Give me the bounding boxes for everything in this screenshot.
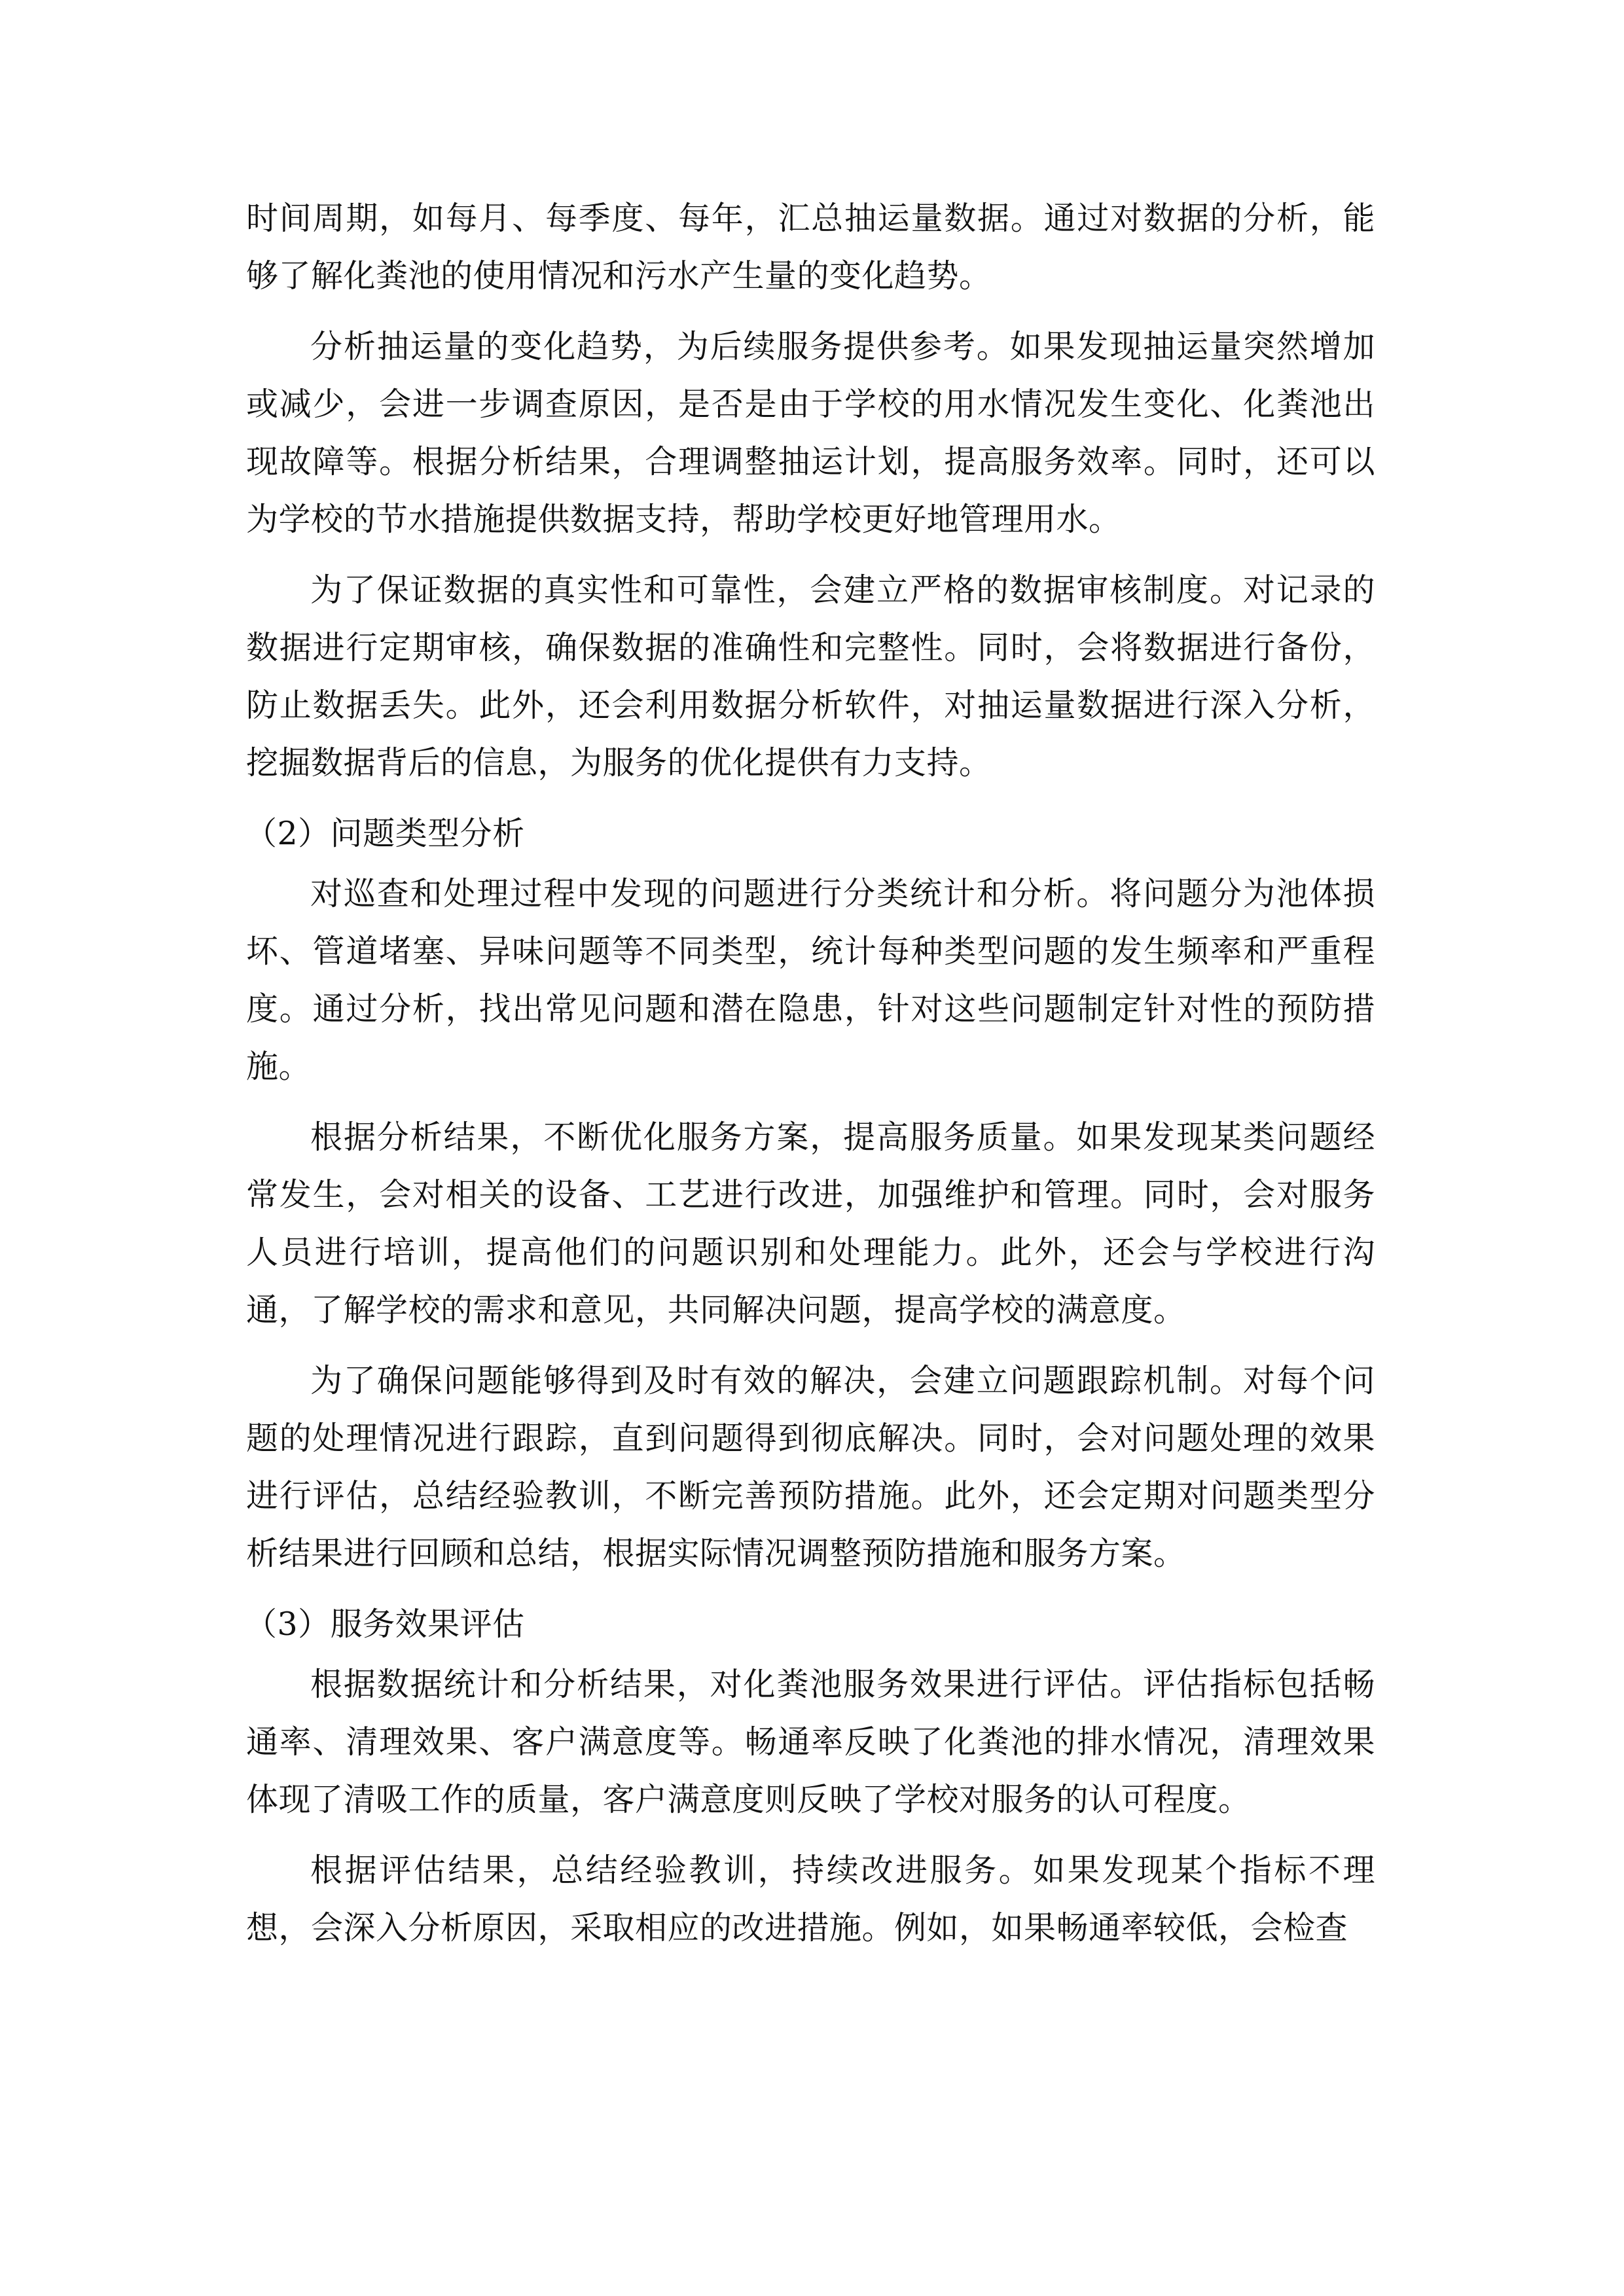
paragraph-volume-trend: 分析抽运量的变化趋势，为后续服务提供参考。如果发现抽运量突然增加或减少，会进一步调查原因，是否是由于学校的用水情况发生变化、化粪池出现故障等。根据分析结果，合理调整抽运计划，提高服务效率。同时，还可以为学校的节水措施提供数据支持，帮助学校更好地管理用水。 bbox=[246, 328, 1375, 538]
paragraph-data-summary-continued: 时间周期，如每月、每季度、每年，汇总抽运量数据。通过对数据的分析，能够了解化粪池的使用情况和污水产生量的变化趋势。 bbox=[246, 200, 1375, 295]
section-heading-problem-types: （2）问题类型分析 bbox=[245, 815, 525, 852]
paragraph-problem-tracking: 为了确保问题能够得到及时有效的解决，会建立问题跟踪机制。对每个问题的处理情况进行跟踪，直到问题得到彻底解决。同时，会对问题处理的效果进行评估，总结经验教训，不断完善预防措施。此外，还会定期对问题类型分析结果进行回顾和总结，根据实际情况调整预防措施和服务方案。 bbox=[246, 1362, 1375, 1572]
paragraph-evaluation-metrics: 根据数据统计和分析结果，对化粪池服务效果进行评估。评估指标包括畅通率、清理效果、客户满意度等。畅通率反映了化粪池的排水情况，清理效果体现了清吸工作的质量，客户满意度则反映了学校对服务的认可程度。 bbox=[246, 1666, 1375, 1818]
paragraph-service-optimization: 根据分析结果，不断优化服务方案，提高服务质量。如果发现某类问题经常发生，会对相关的设备、工艺进行改进，加强维护和管理。同时，会对服务人员进行培训，提高他们的问题识别和处理能力。此外，还会与学校进行沟通，了解学校的需求和意见，共同解决问题，提高学校的满意度。 bbox=[246, 1119, 1375, 1329]
paragraph-continuous-improvement: 根据评估结果，总结经验教训，持续改进服务。如果发现某个指标不理想，会深入分析原因，采取相应的改进措施。例如，如果畅通率较低，会检查 bbox=[246, 1852, 1375, 1946]
section-heading-service-evaluation: （3）服务效果评估 bbox=[245, 1605, 525, 1643]
paragraph-data-audit: 为了保证数据的真实性和可靠性，会建立严格的数据审核制度。对记录的数据进行定期审核，确保数据的准确性和完整性。同时，会将数据进行备份，防止数据丢失。此外，还会利用数据分析软件，对抽运量数据进行深入分析，挖掘数据背后的信息，为服务的优化提供有力支持。 bbox=[246, 571, 1375, 781]
paragraph-problem-classification: 对巡查和处理过程中发现的问题进行分类统计和分析。将问题分为池体损坏、管道堵塞、异味问题等不同类型，统计每种类型问题的发生频率和严重程度。通过分析，找出常见问题和潜在隐患，针对这些问题制定针对性的预防措施。 bbox=[246, 875, 1375, 1085]
document-body bbox=[246, 190, 1375, 1970]
